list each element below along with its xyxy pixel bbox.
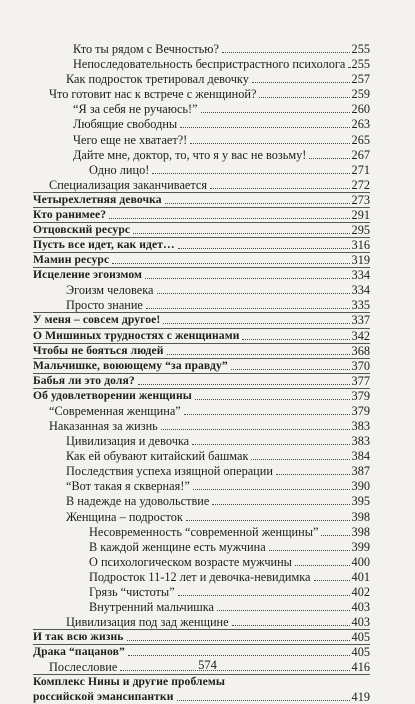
dot-leader xyxy=(128,654,350,656)
dot-leader xyxy=(146,307,350,309)
section-rule xyxy=(33,629,370,630)
toc-entry xyxy=(0,403,415,418)
dot-leader xyxy=(231,368,350,370)
toc-entry xyxy=(0,71,415,86)
toc-entry-page: 295 xyxy=(351,223,370,238)
toc-entry-title: Что готовит нас к встрече с женщиной? xyxy=(49,87,257,102)
toc-entry-page: 383 xyxy=(351,419,370,434)
toc-entry-title: Внутренний мальчишка xyxy=(89,599,215,614)
toc-entry-title: Чтобы не бояться людей xyxy=(33,343,164,357)
dot-leader xyxy=(167,353,350,355)
dot-leader xyxy=(163,322,349,324)
toc-entry-title: Наказанная за жизнь xyxy=(49,419,158,434)
toc-entry-page: 416 xyxy=(351,660,370,675)
dot-leader xyxy=(222,51,350,53)
dot-leader xyxy=(145,277,350,279)
dot-leader xyxy=(193,488,350,490)
dot-leader xyxy=(276,473,350,475)
dot-leader xyxy=(165,202,350,204)
toc-entry-title: Несовременность “современной женщины” xyxy=(89,524,319,539)
toc-entry-title: Комплекс Нины и другие проблемы xyxy=(33,675,226,689)
toc-entry xyxy=(0,101,415,116)
toc-entry-page: 390 xyxy=(351,479,370,494)
toc-entry-page: 334 xyxy=(351,268,370,283)
toc-entry xyxy=(0,433,415,448)
dot-leader xyxy=(295,564,350,566)
dot-leader xyxy=(152,172,349,174)
toc-chapter-entry xyxy=(0,343,415,358)
dot-leader xyxy=(252,81,350,83)
toc-entry-title: Мальчишке, воюющему “за правду” xyxy=(33,358,228,372)
toc-entry-title: Драка “пацанов” xyxy=(33,645,125,659)
toc-entry-title: Исцеление эгоизмом xyxy=(33,268,143,282)
toc-entry-title: Как ей обувают китайский башмак xyxy=(66,449,249,464)
toc-entry xyxy=(0,524,415,539)
toc-entry-page: 263 xyxy=(351,117,370,132)
toc-entry xyxy=(0,614,415,629)
dot-leader xyxy=(192,443,349,445)
toc-chapter-entry xyxy=(0,252,415,267)
toc-entry-title: “Вот такая я скверная!” xyxy=(66,479,190,494)
toc-entry-page: 271 xyxy=(351,162,370,177)
toc-entry-page: 384 xyxy=(351,449,370,464)
toc-entry xyxy=(0,418,415,433)
toc-entry xyxy=(0,116,415,131)
toc-entry-page: 403 xyxy=(351,615,370,630)
toc-chapter-entry xyxy=(0,644,415,659)
toc-entry-title: “Я за себя не ручаюсь!” xyxy=(73,102,198,117)
toc-entry-title: Одно лицо! xyxy=(89,162,150,177)
toc-entry-title: Цивилизация и девочка xyxy=(66,434,190,449)
toc-entry xyxy=(0,569,415,584)
toc-entry-title: Пусть все идет, как идет… xyxy=(33,238,175,252)
toc-entry xyxy=(0,448,415,463)
toc-entry-page: 403 xyxy=(351,599,370,614)
toc-entry-page: 400 xyxy=(351,554,370,569)
toc-entry-page: 342 xyxy=(351,328,370,343)
page-number: 574 xyxy=(198,658,217,672)
dot-leader xyxy=(314,579,350,581)
section-rule xyxy=(33,373,370,374)
dot-leader xyxy=(259,96,349,98)
toc-entry xyxy=(0,86,415,101)
section-rule xyxy=(33,312,370,313)
toc-entry-page: 379 xyxy=(351,403,370,418)
dot-leader xyxy=(178,247,350,249)
toc-entry-title: Отцовский ресурс xyxy=(33,223,131,237)
toc-entry-page: 257 xyxy=(351,72,370,87)
toc-entry-page: 267 xyxy=(351,147,370,162)
toc-entry-title: Непоследовательность беспристрастного психолога xyxy=(73,57,346,72)
toc-entry-page: 255 xyxy=(351,42,370,57)
dot-leader xyxy=(138,383,350,385)
toc-entry-page: 265 xyxy=(351,132,370,147)
toc-entry xyxy=(0,493,415,508)
toc-entry xyxy=(0,297,415,312)
toc-entry-page: 319 xyxy=(351,253,370,268)
table-of-contents xyxy=(0,41,415,704)
toc-entry xyxy=(0,41,415,56)
toc-entry-title: В каждой женщине есть мужчина xyxy=(89,539,266,554)
toc-entry xyxy=(0,478,415,493)
dot-leader xyxy=(186,519,350,521)
toc-entry-page: 402 xyxy=(351,584,370,599)
toc-entry-title: Чего еще не хватает?! xyxy=(73,132,188,147)
toc-entry-title: Любящие свободны xyxy=(73,117,178,132)
dot-leader xyxy=(190,142,349,144)
toc-entry xyxy=(0,599,415,614)
toc-entry-page: 337 xyxy=(351,313,370,328)
toc-entry xyxy=(0,162,415,177)
toc-entry-page: 405 xyxy=(351,645,370,660)
toc-entry-page: 395 xyxy=(351,494,370,509)
dot-leader xyxy=(133,232,349,234)
section-rule xyxy=(33,674,370,675)
toc-entry-title: Просто знание xyxy=(66,298,143,313)
dot-leader xyxy=(184,413,350,415)
toc-entry-page: 377 xyxy=(351,373,370,388)
toc-entry-page: 334 xyxy=(351,283,370,298)
dot-leader xyxy=(195,398,350,400)
toc-entry xyxy=(0,177,415,192)
dot-leader xyxy=(242,338,349,340)
section-rule xyxy=(33,358,370,359)
section-rule xyxy=(33,267,370,268)
toc-entry-page: 273 xyxy=(351,192,370,207)
dot-leader xyxy=(157,292,350,294)
section-rule xyxy=(33,237,370,238)
dot-leader xyxy=(109,217,349,219)
toc-entry-title: Кто ты рядом с Вечностью? xyxy=(73,42,219,57)
dot-leader xyxy=(178,594,350,596)
toc-entry-title: Послесловие xyxy=(49,660,118,675)
toc-entry-title: В надежде на удовольствие xyxy=(66,494,210,509)
toc-entry-page: 260 xyxy=(351,102,370,117)
toc-entry-title: Подросток 11-12 лет и девочка-невидимка xyxy=(89,569,311,584)
toc-entry xyxy=(0,539,415,554)
toc-chapter-entry xyxy=(0,327,415,342)
toc-entry-page: 316 xyxy=(351,238,370,253)
section-rule xyxy=(33,388,370,389)
dot-leader xyxy=(161,428,350,430)
toc-entry-title: Как подросток третировал девочку xyxy=(66,72,249,87)
toc-entry-page: 398 xyxy=(351,524,370,539)
toc-entry-title: Дайте мне, доктор, то, что я у вас не возьму! xyxy=(73,147,307,162)
dot-leader xyxy=(321,534,349,536)
toc-entry xyxy=(0,56,415,71)
toc-chapter-entry xyxy=(0,312,415,327)
toc-chapter-entry xyxy=(0,222,415,237)
section-rule xyxy=(33,343,370,344)
dot-leader xyxy=(212,503,349,505)
toc-entry-page: 383 xyxy=(351,434,370,449)
toc-chapter-entry xyxy=(0,358,415,373)
toc-entry-page: 370 xyxy=(351,358,370,373)
dot-leader xyxy=(251,458,349,460)
dot-leader xyxy=(348,66,349,68)
dot-leader xyxy=(210,187,350,189)
toc-entry-title: “Современная женщина” xyxy=(49,403,181,418)
dot-leader xyxy=(180,126,349,128)
dot-leader xyxy=(232,624,350,626)
toc-chapter-entry xyxy=(0,237,415,252)
section-rule xyxy=(33,328,370,329)
toc-entry-page: 419 xyxy=(351,690,370,704)
section-rule xyxy=(33,192,370,193)
toc-entry-title: У меня – совсем другое! xyxy=(33,313,161,327)
toc-entry-title: Об удовлетворении женщины xyxy=(33,388,192,402)
toc-entry-title: российской эмансипантки xyxy=(33,690,174,704)
toc-entry-page: 405 xyxy=(351,630,370,645)
toc-entry-title: Грязь “чистоты” xyxy=(89,584,175,599)
toc-chapter-entry xyxy=(0,388,415,403)
toc-entry-page: 379 xyxy=(351,388,370,403)
toc-entry-title: О Мишиных трудностях с женщинами xyxy=(33,328,240,342)
toc-chapter-entry xyxy=(0,689,415,704)
toc-entry xyxy=(0,463,415,478)
toc-entry-title: Специализация заканчивается xyxy=(49,177,207,192)
dot-leader xyxy=(201,111,350,113)
toc-entry-page: 368 xyxy=(351,343,370,358)
toc-entry-title: Цивилизация под зад женщине xyxy=(66,615,229,630)
toc-entry-title: Эгоизм человека xyxy=(66,283,154,298)
dot-leader xyxy=(309,157,349,159)
dot-leader xyxy=(217,609,350,611)
toc-entry-title: И так всю жизнь xyxy=(33,630,124,644)
toc-entry-page: 291 xyxy=(351,207,370,222)
toc-entry-page: 387 xyxy=(351,464,370,479)
toc-entry-title: Бабья ли это доля? xyxy=(33,373,135,387)
section-rule xyxy=(33,252,370,253)
toc-entry-page: 399 xyxy=(351,539,370,554)
toc-entry-title: Последствия успеха изящной операции xyxy=(66,464,273,479)
toc-entry xyxy=(0,584,415,599)
toc-chapter-entry xyxy=(0,373,415,388)
toc-chapter-entry xyxy=(0,674,415,689)
toc-chapter-entry xyxy=(0,207,415,222)
toc-entry-title: Женщина – подросток xyxy=(66,509,183,524)
toc-chapter-entry xyxy=(0,267,415,282)
toc-entry xyxy=(0,554,415,569)
toc-entry-page: 335 xyxy=(351,298,370,313)
toc-entry-title: О психологическом возрасте мужчины xyxy=(89,554,292,569)
toc-entry-page: 401 xyxy=(351,569,370,584)
toc-chapter-entry xyxy=(0,629,415,644)
toc-entry-title: Мамин ресурс xyxy=(33,253,110,267)
toc-entry-page: 272 xyxy=(351,177,370,192)
dot-leader xyxy=(269,549,350,551)
section-rule xyxy=(33,222,370,223)
toc-entry xyxy=(0,508,415,523)
toc-entry-title: Четырехлетняя девочка xyxy=(33,192,162,206)
section-rule xyxy=(33,207,370,208)
dot-leader xyxy=(127,639,350,641)
section-rule xyxy=(33,644,370,645)
toc-entry-page: 259 xyxy=(351,87,370,102)
toc-entry-page: 255 xyxy=(351,57,370,72)
dot-leader xyxy=(112,262,349,264)
toc-entry xyxy=(0,147,415,162)
toc-entry xyxy=(0,282,415,297)
toc-entry-page: 398 xyxy=(351,509,370,524)
toc-chapter-entry xyxy=(0,192,415,207)
toc-entry xyxy=(0,131,415,146)
toc-entry-title: Кто ранимее? xyxy=(33,207,107,221)
